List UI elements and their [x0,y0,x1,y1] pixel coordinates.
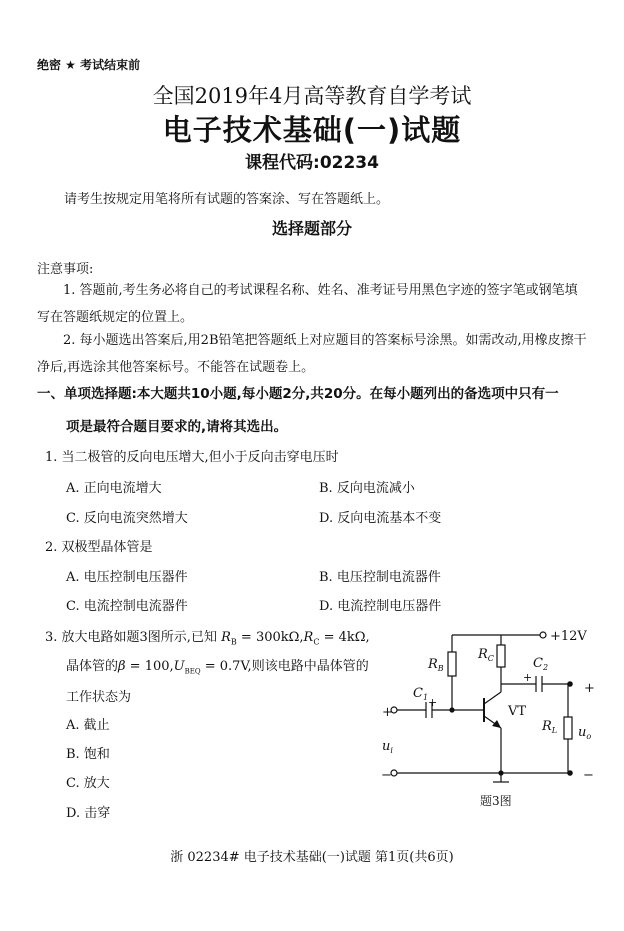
rl-resistor [564,717,572,739]
question-1-stem: 1. 当二极管的反向电压增大,但小于反向击穿电压时 [45,450,339,465]
note-item-2: 2. 每小题选出答案后,用2B铅笔把答题纸上对应题目的答案标号涂黑。如需改动,用橡皮擦干净后,再选涂其他答案标号。不能答在试题卷上。 [37,333,587,375]
question-3-stem-line3: 工作状态为 [66,690,132,705]
circuit-diagram [370,622,610,812]
input-plus-sign: + [382,705,393,720]
q3-rc-value: = 4kΩ, [319,630,370,645]
uo-label: $u_o$ [578,725,592,741]
page-footer: 浙 02234# 电子技术基础(一)试题 第1页(共6页) [170,850,454,865]
instruction: 请考生按规定用笔将所有试题的答案涂、写在答题纸上。 [64,192,390,207]
q3-rb-value: = 300kΩ, [236,630,304,645]
c2-polarity: + [523,671,533,684]
q3-beta-value: = 100, [125,659,174,674]
q3-text-b: 晶体管的 [66,659,119,674]
transistor-collector [484,692,501,704]
q3-rc-sub: C [313,637,320,647]
rb-resistor [448,652,456,676]
part-one-heading: 一、单项选择题:本大题共10小题,每小题2分,共20分。在每小题列出的备选项中只有一 [37,386,559,402]
supply-label: +12V [550,629,587,644]
q3-rb-sub: B [230,637,237,647]
subject-title: 电子技术基础(一)试题 [162,113,462,147]
course-code: 课程代码:02234 [245,153,379,173]
q3-text-a: 3. 放大电路如题3图所示,已知 [45,630,217,645]
question-1-option-a: A. 正向电流增大 [66,481,162,496]
section-title: 选择题部分 [271,219,352,238]
secret-mark: 绝密 ★ 考试结束前 [37,58,141,72]
c2-label: $C_2$ [533,656,549,672]
question-3-option-d: D. 击穿 [66,806,111,821]
question-2-stem: 2. 双极型晶体管是 [45,540,153,555]
rb-label: $R_B$ [428,657,444,673]
question-2-option-a: A. 电压控制电压器件 [66,570,188,585]
c1-polarity: + [428,696,438,709]
question-1-option-c: C. 反向电流突然增大 [66,511,188,526]
note-item-1: 1. 答题前,考生务必将自己的考试课程名称、姓名、准考证号用黑色字迹的签字笔或钢笔填写在答题纸规定的位置上。 [37,283,578,325]
output-minus-sign: − [583,768,594,783]
c1-label: $C_1$ [413,686,429,702]
question-3-option-c: C. 放大 [66,776,110,791]
figure-caption: 题3图 [480,794,512,808]
question-1-option-b: B. 反向电流减小 [319,481,415,496]
exam-title: 全国2019年4月高等教育自学考试 [152,84,472,108]
part-one-heading-cont: 项是最符合题目要求的,请将其选出。 [66,419,288,435]
question-2-option-c: C. 电流控制电流器件 [66,599,188,614]
supply-terminal [540,632,546,638]
q3-rc-symbol: R [303,630,314,645]
question-3-stem-line1 [45,626,370,647]
question-2-option-d: D. 电流控制电压器件 [319,599,442,614]
notes-heading: 注意事项: [37,262,94,277]
q3-ubeq-symbol: U [173,659,185,674]
rc-resistor [497,645,505,667]
question-2-option-b: B. 电压控制电流器件 [319,570,441,585]
question-3-option-b: B. 饱和 [66,747,110,762]
question-1-option-d: D. 反向电流基本不变 [319,511,442,526]
q3-ubeq-sub: BEQ [184,667,201,676]
q3-beta-symbol: β [118,659,126,674]
ui-label: $u_i$ [382,739,393,755]
vt-label: VT [508,704,527,719]
q3-rb-symbol: R [221,630,231,645]
question-3-stem-line2 [66,655,369,676]
question-3-option-a: A. 截止 [66,718,110,733]
input-minus-sign: − [381,768,392,783]
output-plus-sign: + [584,681,595,696]
q3-ubeq-value: = 0.7V,则该电路中晶体管的 [200,659,369,674]
rl-label: $R_L$ [542,719,558,735]
rc-label: $R_C$ [478,647,494,663]
emitter-arrow [492,720,501,728]
